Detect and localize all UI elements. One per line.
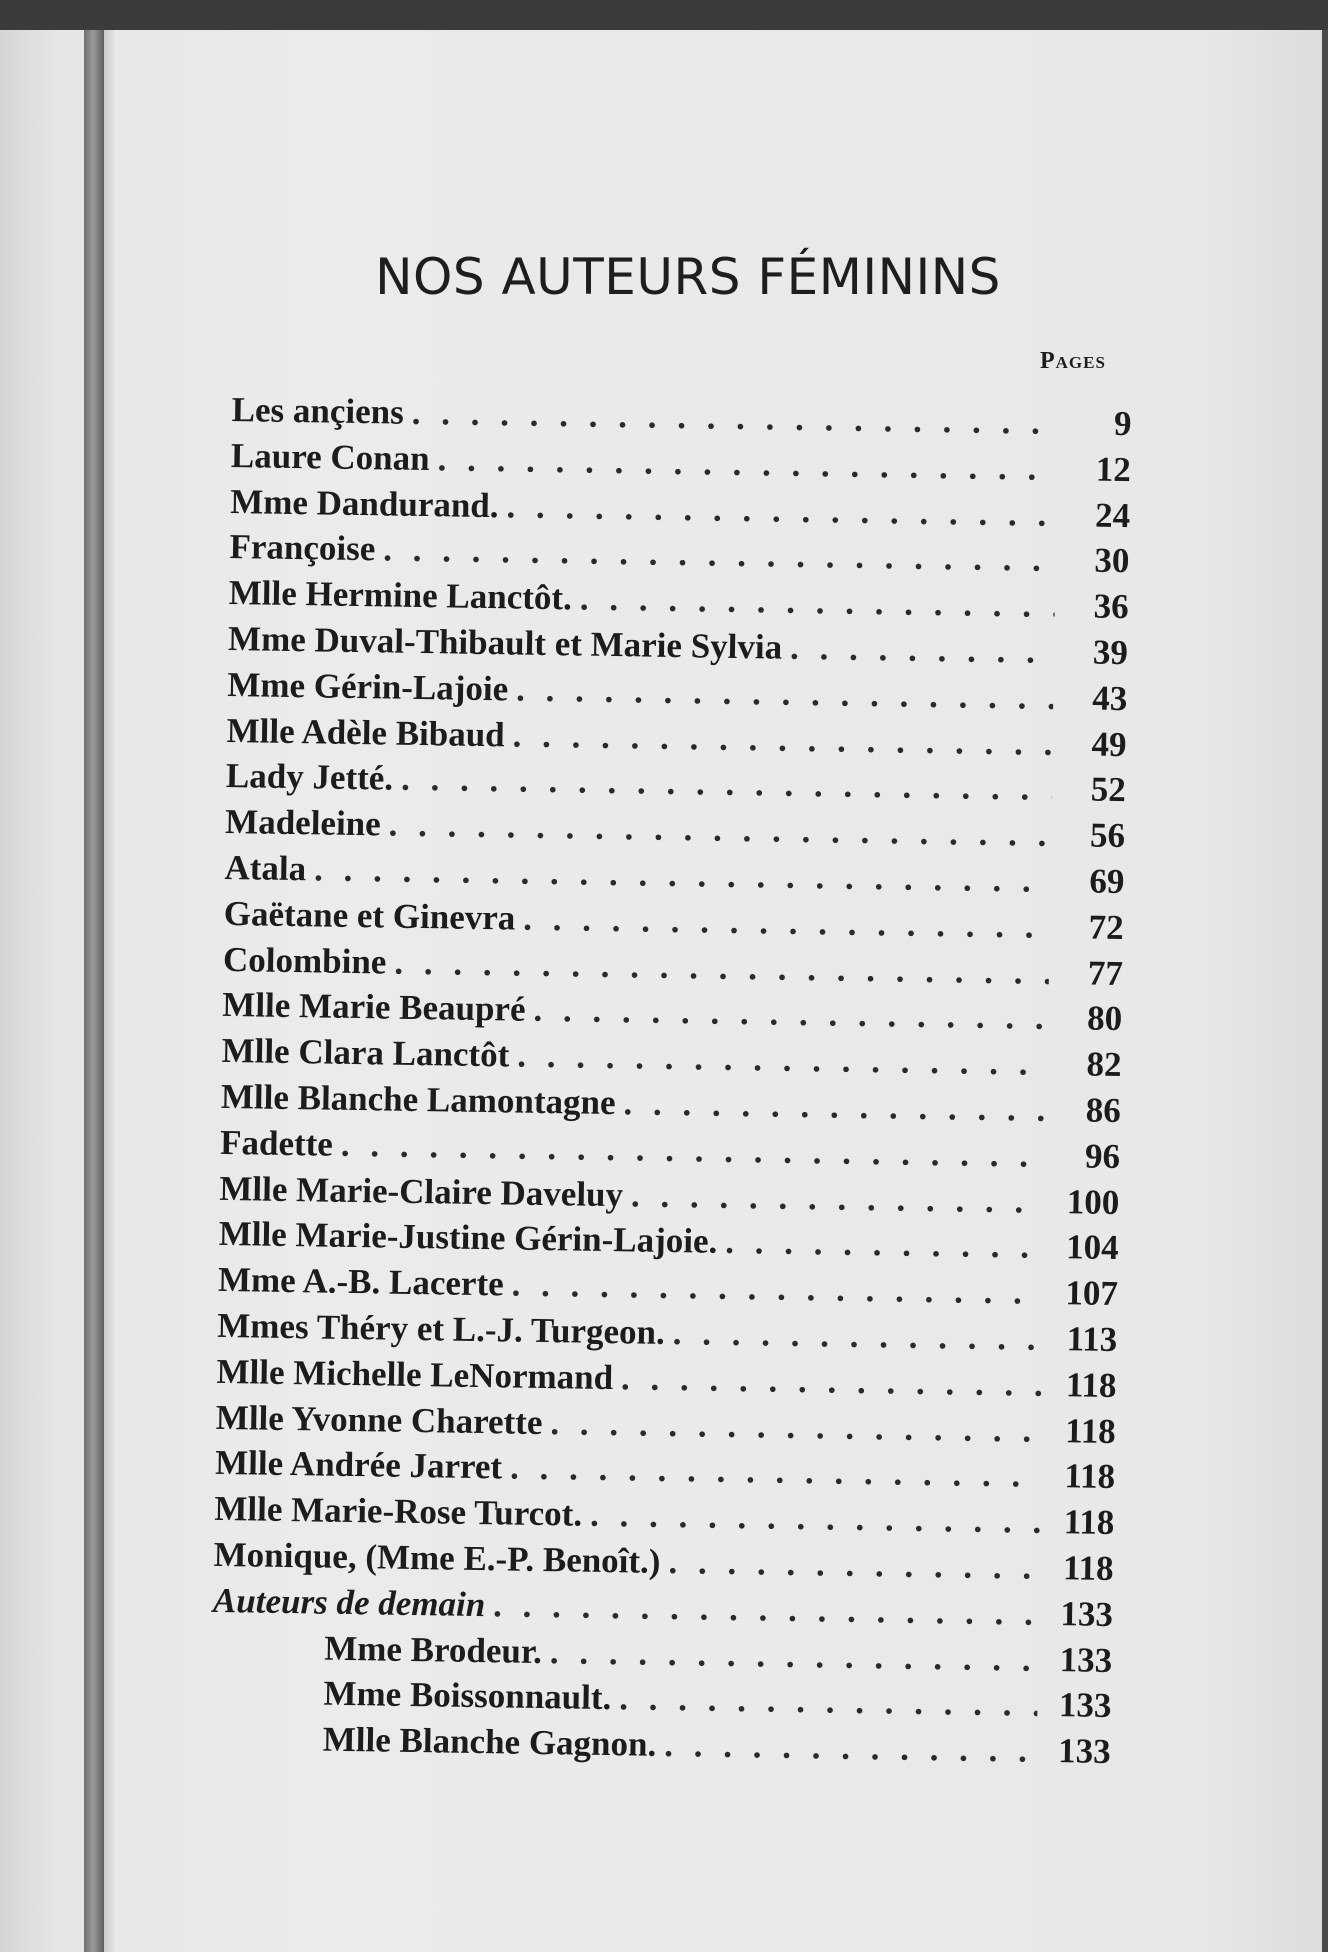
toc-entry-page: 24 [1094,495,1131,535]
toc-entry-title: Mme Gérin-Lajoie [227,664,509,709]
toc-entry-page: 118 [1063,1502,1115,1543]
toc-entry-title: Mme Boissonnault. [323,1673,612,1718]
book-spine-gutter [84,30,104,1952]
toc-entry-title: Colombine [222,939,387,982]
toc-entry-title: Madeleine [224,802,382,844]
scan-right-edge [1322,30,1328,1952]
dot-leader [550,1403,1042,1451]
toc-entry-page: 100 [1066,1181,1120,1222]
gutter-shadow [104,30,114,1952]
toc-entry-page: 118 [1064,1456,1116,1497]
toc-entry-title: Les ançiens [231,390,405,432]
dot-leader [590,1495,1041,1542]
toc-entry-page: 43 [1091,678,1128,718]
toc-entry-page: 30 [1094,540,1130,581]
dot-leader [511,1265,1044,1313]
toc-entry-title: Mlle Blanche Lamontagne [220,1076,616,1123]
toc-entry-page: 77 [1087,953,1124,993]
toc-entry-page: 72 [1088,907,1124,947]
toc-entry-page: 80 [1086,998,1123,1039]
toc-entry-page: 56 [1089,815,1126,856]
toc-entry-page: 118 [1065,1364,1117,1405]
toc-entry-page: 86 [1085,1090,1122,1131]
toc-entry-title: Mlle Michelle LeNormand [216,1351,614,1397]
toc-entry-title: Mlle Blanche Gagnon. [322,1719,657,1764]
dot-leader [668,1542,1040,1588]
toc-entry-page: 96 [1084,1136,1121,1176]
toc-entry-title: Mlle Marie-Claire Daveluy [219,1168,624,1214]
dot-leader [493,1585,1039,1634]
dot-leader [580,579,1055,626]
toc-entry-title: Mme Dandurand. [229,481,499,525]
pages-column-header: Pages [1040,348,1106,374]
toc-entry-title: Mlle Marie-Justine Gérin-Lajoie. [218,1214,718,1262]
toc-entry-page: 52 [1090,769,1127,810]
dot-leader [621,1358,1043,1405]
toc-entry-title: Auteurs de demain [212,1580,486,1624]
toc-entry-page: 107 [1065,1273,1119,1314]
dot-leader [523,898,1050,946]
toc-entry-title: Mlle Marie Beaupré [222,985,526,1030]
toc-entry-title: Mlle Hermine Lanctôt. [228,573,573,618]
dot-leader [672,1313,1043,1359]
dot-leader [619,1679,1038,1726]
toc-entry-page: 133 [1060,1593,1114,1634]
dot-leader [664,1725,1037,1771]
dot-leader [516,669,1054,717]
toc-entry-title: Monique, (Mme E.-P. Benoît.) [213,1534,661,1581]
toc-entry-title: Laure Conan [230,435,430,478]
toc-entry-page: 104 [1065,1227,1119,1268]
dot-leader [550,1632,1039,1680]
toc-entry-page: 133 [1057,1731,1112,1772]
dot-leader [790,628,1054,672]
dot-leader [437,439,1057,489]
toc-entry-title: Mme A.-B. Lacerte [217,1260,505,1304]
toc-entry-page: 12 [1095,449,1132,489]
toc-entry-page: 118 [1062,1548,1114,1588]
dot-leader [725,1222,1045,1267]
toc-entry-title: Gaëtane et Ginevra [223,893,516,938]
dot-leader [533,990,1048,1038]
toc-entry-page: 133 [1059,1639,1113,1680]
toc-entry-page: 9 [1113,403,1132,444]
table-of-contents [210,390,1131,1778]
dot-leader [506,486,1056,535]
toc-entry-title: Fadette [219,1122,334,1164]
toc-entry-page: 118 [1064,1410,1117,1451]
dot-leader [631,1175,1046,1222]
toc-entry-page: 49 [1091,724,1127,764]
toc-entry-title: Mme Duval-Thibault et Marie Sylvia [227,618,783,667]
toc-entry-title: Lady Jetté. [225,756,394,798]
page-title: NOS AUTEURS FÉMININS [375,248,1001,306]
dot-leader [510,1448,1042,1496]
toc-entry-page: 39 [1092,632,1129,673]
toc-entry-title: Mlle Clara Lanctôt [221,1031,510,1075]
toc-entry-page: 69 [1089,861,1125,902]
dot-leader [623,1083,1047,1130]
toc-entry-title: Atala [224,847,307,889]
toc-entry-page: 133 [1058,1685,1112,1726]
toc-entry-title: Mlle Yvonne Charette [215,1397,543,1442]
dot-leader [512,715,1052,763]
toc-entry-title: Mlle Andrée Jarret [214,1443,503,1487]
toc-entry-page: 113 [1066,1319,1118,1359]
toc-entry-title: Mme Brodeur. [323,1628,543,1671]
toc-entry-page: 36 [1093,586,1130,627]
toc-entry-page: 82 [1086,1044,1122,1085]
toc-entry-title: Françoise [229,527,376,569]
toc-entry-title: Mlle Adèle Bibaud [226,710,506,754]
dot-leader [517,1036,1048,1084]
toc-entry-title: Mlle Marie-Rose Turcot. [214,1488,583,1534]
toc-entry-title: Mmes Théry et L.-J. Turgeon. [217,1305,666,1352]
